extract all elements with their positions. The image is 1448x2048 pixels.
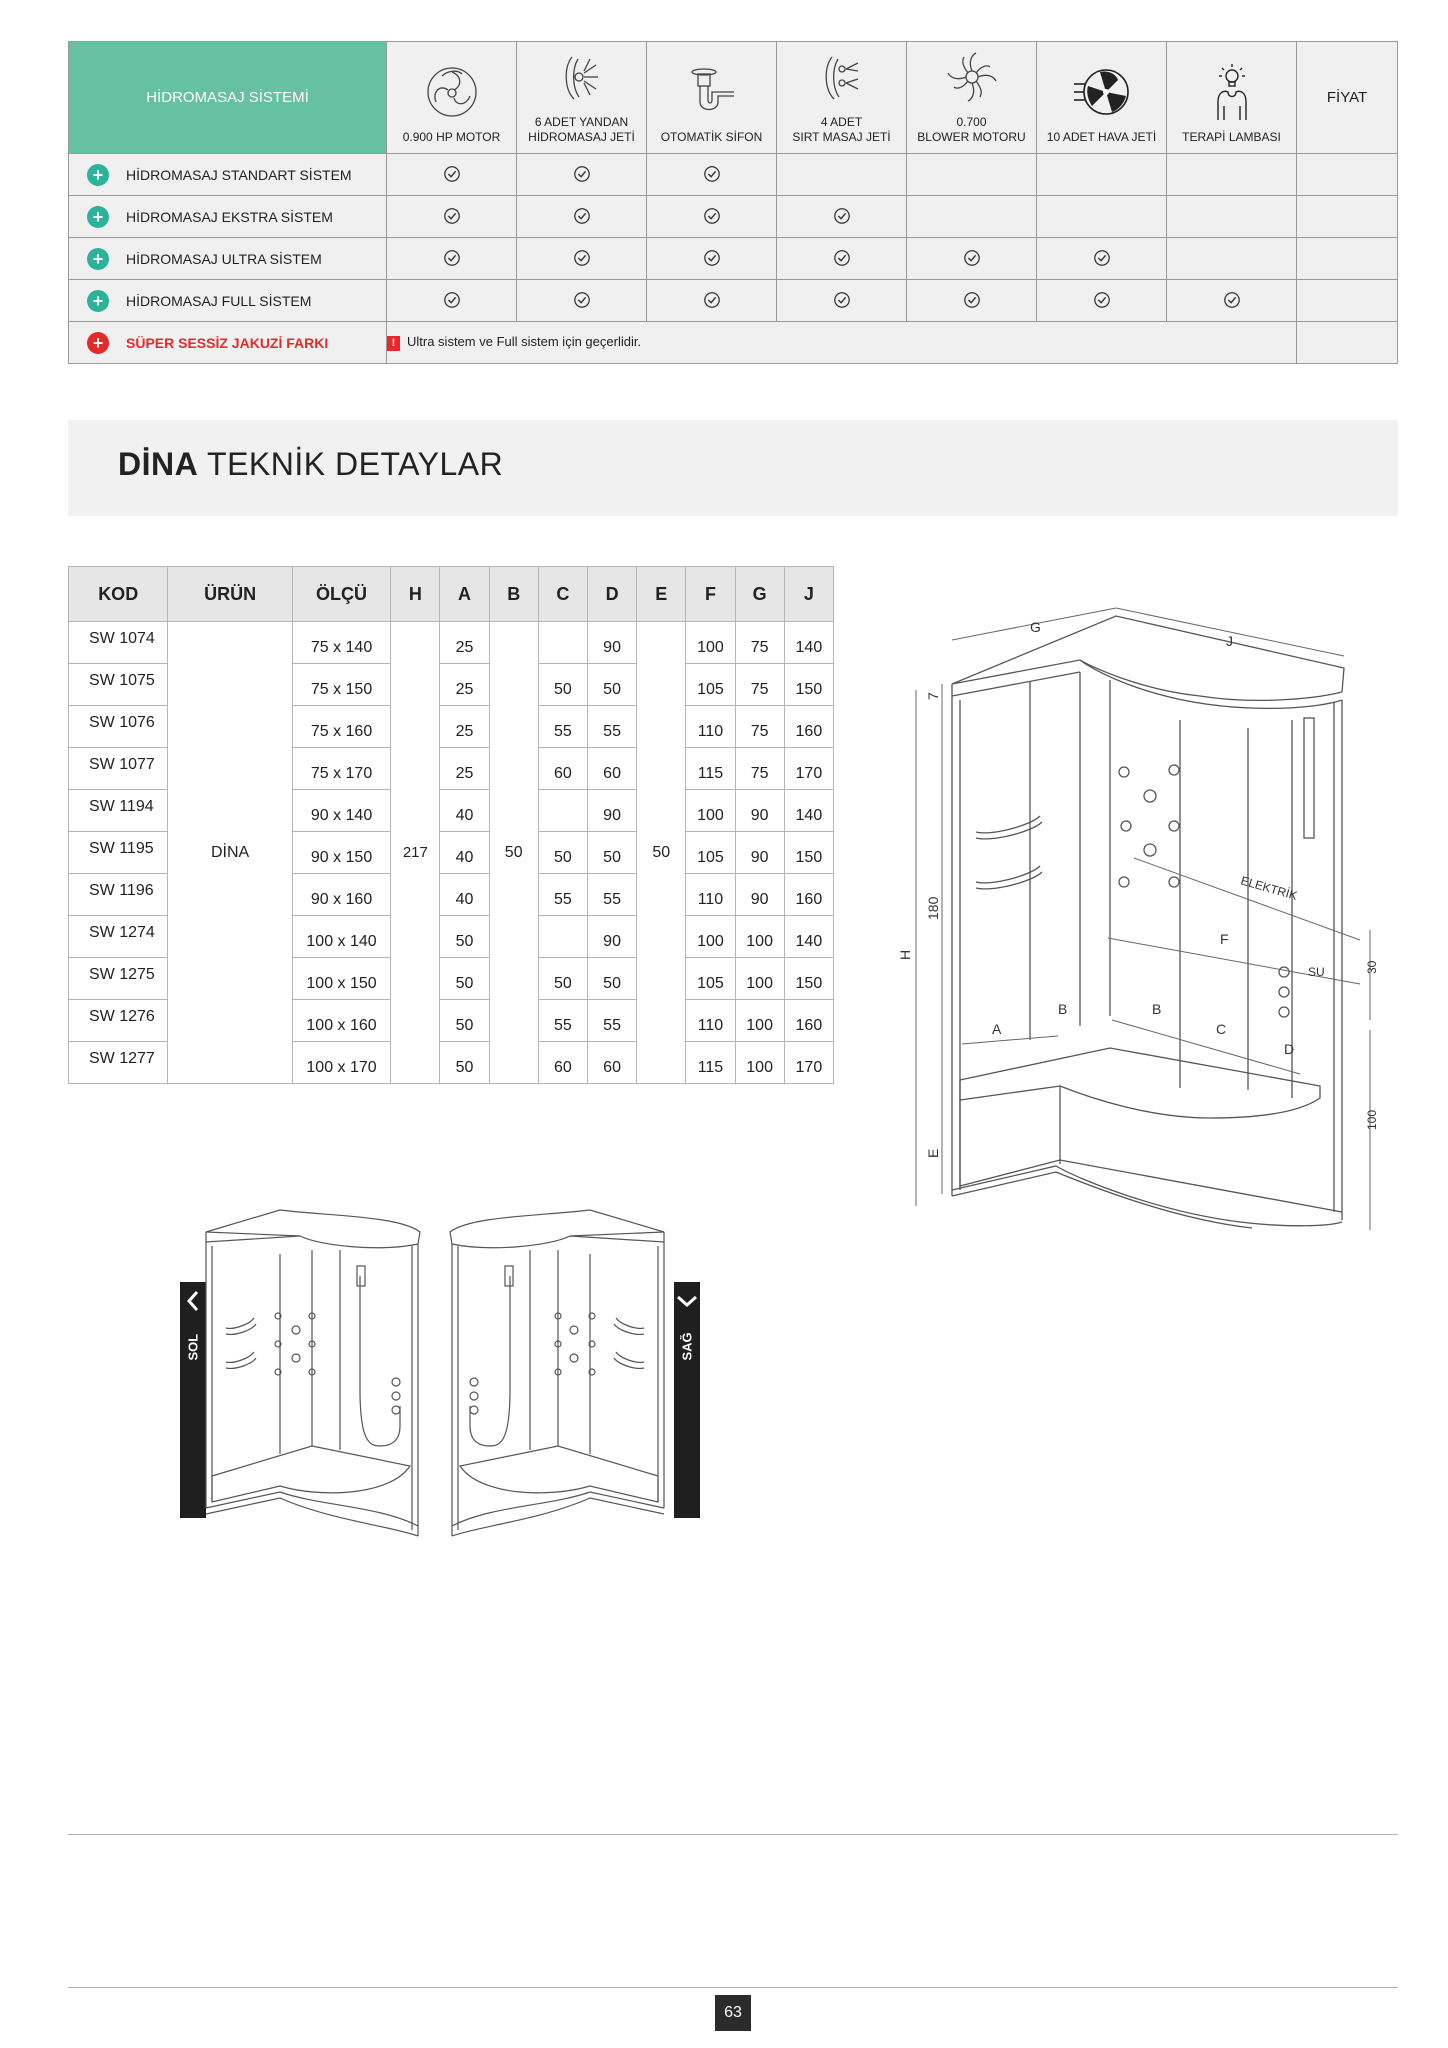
diagram-label-b2: B bbox=[1152, 1001, 1162, 1017]
chevron-right-icon bbox=[674, 1288, 700, 1314]
system-row-full bbox=[69, 280, 1398, 322]
table-row: SW 1275 100 x 150 50 50 50 105 100 150 bbox=[69, 958, 834, 1000]
hydromassage-title-cell bbox=[69, 42, 387, 154]
feature-therapy-lamp bbox=[1167, 42, 1297, 154]
check-icon bbox=[573, 207, 591, 225]
system-row-ultra bbox=[69, 238, 1398, 280]
check-icon bbox=[1093, 249, 1111, 267]
system-name: HİDROMASAJ ULTRA SİSTEM bbox=[126, 250, 322, 267]
blower-icon bbox=[907, 47, 1036, 111]
price-cell bbox=[1297, 196, 1398, 238]
table-row: SW 1195 90 x 150 40 50 50 105 90 150 bbox=[69, 832, 834, 874]
plus-icon: + bbox=[87, 164, 109, 186]
plus-icon: + bbox=[87, 248, 109, 270]
feature-label: 10 ADET HAVA JETİ bbox=[1046, 130, 1157, 144]
system-row-standart bbox=[69, 154, 1398, 196]
left-variant-drawing bbox=[200, 1206, 425, 1546]
feature-air-jet bbox=[1037, 42, 1167, 154]
product-name: DİNA bbox=[168, 622, 292, 1084]
price-cell bbox=[1297, 280, 1398, 322]
system-row-super-silent bbox=[69, 322, 1398, 364]
feature-label: BLOWER MOTORU bbox=[917, 130, 1026, 144]
system-name: HİDROMASAJ STANDART SİSTEM bbox=[126, 166, 352, 183]
check-icon bbox=[703, 291, 721, 309]
note-text: Ultra sistem ve Full sistem için geçerlidir. bbox=[407, 334, 642, 350]
hydromassage-table bbox=[68, 41, 1398, 364]
diagram-label-180: 180 bbox=[925, 896, 941, 920]
table-row: SW 1074 DİNA 75 x 140 217 25 50 90 50 100 75 140 bbox=[69, 622, 834, 664]
divider bbox=[68, 1834, 1398, 1835]
system-name: HİDROMASAJ EKSTRA SİSTEM bbox=[126, 208, 333, 225]
feature-motor bbox=[387, 42, 517, 154]
plus-icon: + bbox=[87, 206, 109, 228]
check-icon bbox=[833, 207, 851, 225]
feature-siphon bbox=[647, 42, 777, 154]
diagram-label-b1: B bbox=[1058, 1001, 1068, 1017]
diagram-label-su: SU bbox=[1308, 965, 1325, 979]
diagram-label-d: D bbox=[1284, 1041, 1295, 1057]
technical-diagram bbox=[880, 600, 1400, 1250]
check-icon bbox=[833, 249, 851, 267]
diagram-label-g: G bbox=[1030, 619, 1041, 635]
side-jet-icon bbox=[517, 47, 646, 111]
motor-icon bbox=[387, 62, 516, 126]
diagram-label-c: C bbox=[1216, 1021, 1227, 1037]
check-icon bbox=[703, 165, 721, 183]
diagram-label-elektrik: ELEKTRİK bbox=[1239, 873, 1299, 903]
check-icon bbox=[573, 165, 591, 183]
check-icon bbox=[443, 165, 461, 183]
check-icon bbox=[963, 291, 981, 309]
check-icon bbox=[1093, 291, 1111, 309]
diagram-label-100: 100 bbox=[1365, 1109, 1379, 1130]
check-icon bbox=[443, 249, 461, 267]
feature-back-jet: 4 ADET SIRT MASAJ JETİ bbox=[777, 42, 907, 154]
feature-side-jet: 6 ADET YANDAN HİDROMASAJ JETİ bbox=[517, 42, 647, 154]
diagram-label-j: J bbox=[1226, 633, 1233, 649]
left-variant-tag: SOL bbox=[180, 1282, 206, 1518]
back-jet-icon bbox=[777, 47, 906, 111]
price-cell bbox=[1297, 154, 1398, 196]
check-icon bbox=[703, 249, 721, 267]
right-variant-drawing bbox=[445, 1206, 670, 1546]
table-row: SW 1194 90 x 140 40 90 100 90 140 bbox=[69, 790, 834, 832]
price-cell bbox=[1297, 238, 1398, 280]
hydromassage-title: HİDROMASAJ SİSTEMİ bbox=[146, 89, 309, 106]
feature-label: HİDROMASAJ JETİ bbox=[528, 130, 635, 144]
warning-icon: ! bbox=[387, 336, 400, 351]
feature-label: OTOMATİK SİFON bbox=[660, 130, 763, 144]
feature-blower: 0.700 BLOWER MOTORU bbox=[907, 42, 1037, 154]
plus-icon: + bbox=[87, 332, 109, 354]
table-row: SW 1277 100 x 170 50 60 60 115 100 170 bbox=[69, 1042, 834, 1084]
price-header: FİYAT bbox=[1297, 42, 1398, 154]
system-name: SÜPER SESSİZ JAKUZİ FARKI bbox=[126, 334, 329, 351]
diagram-label-30: 30 bbox=[1365, 960, 1379, 974]
table-row: SW 1075 75 x 150 25 50 50 105 75 150 bbox=[69, 664, 834, 706]
divider bbox=[68, 1987, 1398, 1988]
spec-header-row: KOD ÜRÜN ÖLÇÜ H A B C D E F G J bbox=[69, 567, 834, 622]
page-title: DİNA TEKNİK DETAYLAR bbox=[118, 446, 504, 482]
system-row-ekstra bbox=[69, 196, 1398, 238]
table-row: SW 1274 100 x 140 50 90 100 100 140 bbox=[69, 916, 834, 958]
air-jet-icon bbox=[1037, 62, 1166, 126]
feature-label: TERAPİ LAMBASI bbox=[1182, 130, 1281, 144]
diagram-label-h: H bbox=[897, 949, 913, 960]
check-icon bbox=[963, 249, 981, 267]
page-number: 63 bbox=[715, 1995, 751, 2031]
table-row: SW 1196 90 x 160 40 55 55 110 90 160 bbox=[69, 874, 834, 916]
check-icon bbox=[1223, 291, 1241, 309]
check-icon bbox=[703, 207, 721, 225]
table-row: SW 1276 100 x 160 50 55 55 110 100 160 bbox=[69, 1000, 834, 1042]
section-banner bbox=[68, 420, 1398, 516]
diagram-label-e: E bbox=[925, 1148, 941, 1158]
feature-label: SIRT MASAJ JETİ bbox=[792, 130, 891, 144]
diagram-label-f: F bbox=[1220, 931, 1229, 947]
system-name: HİDROMASAJ FULL SİSTEM bbox=[126, 292, 312, 309]
therapy-lamp-icon bbox=[1167, 62, 1296, 126]
table-row: SW 1077 75 x 170 25 60 60 115 75 170 bbox=[69, 748, 834, 790]
check-icon bbox=[443, 291, 461, 309]
feature-label: 0.900 HP MOTOR bbox=[402, 130, 501, 144]
diagram-label-a: A bbox=[992, 1021, 1002, 1037]
right-variant-tag: SAĞ bbox=[674, 1282, 700, 1518]
diagram-label-7: 7 bbox=[925, 692, 941, 700]
table-row: SW 1076 75 x 160 25 55 55 110 75 160 bbox=[69, 706, 834, 748]
check-icon bbox=[573, 249, 591, 267]
price-cell bbox=[1297, 322, 1398, 364]
siphon-icon bbox=[647, 62, 776, 126]
check-icon bbox=[573, 291, 591, 309]
spec-table bbox=[68, 566, 834, 1084]
plus-icon: + bbox=[87, 290, 109, 312]
check-icon bbox=[833, 291, 851, 309]
check-icon bbox=[443, 207, 461, 225]
